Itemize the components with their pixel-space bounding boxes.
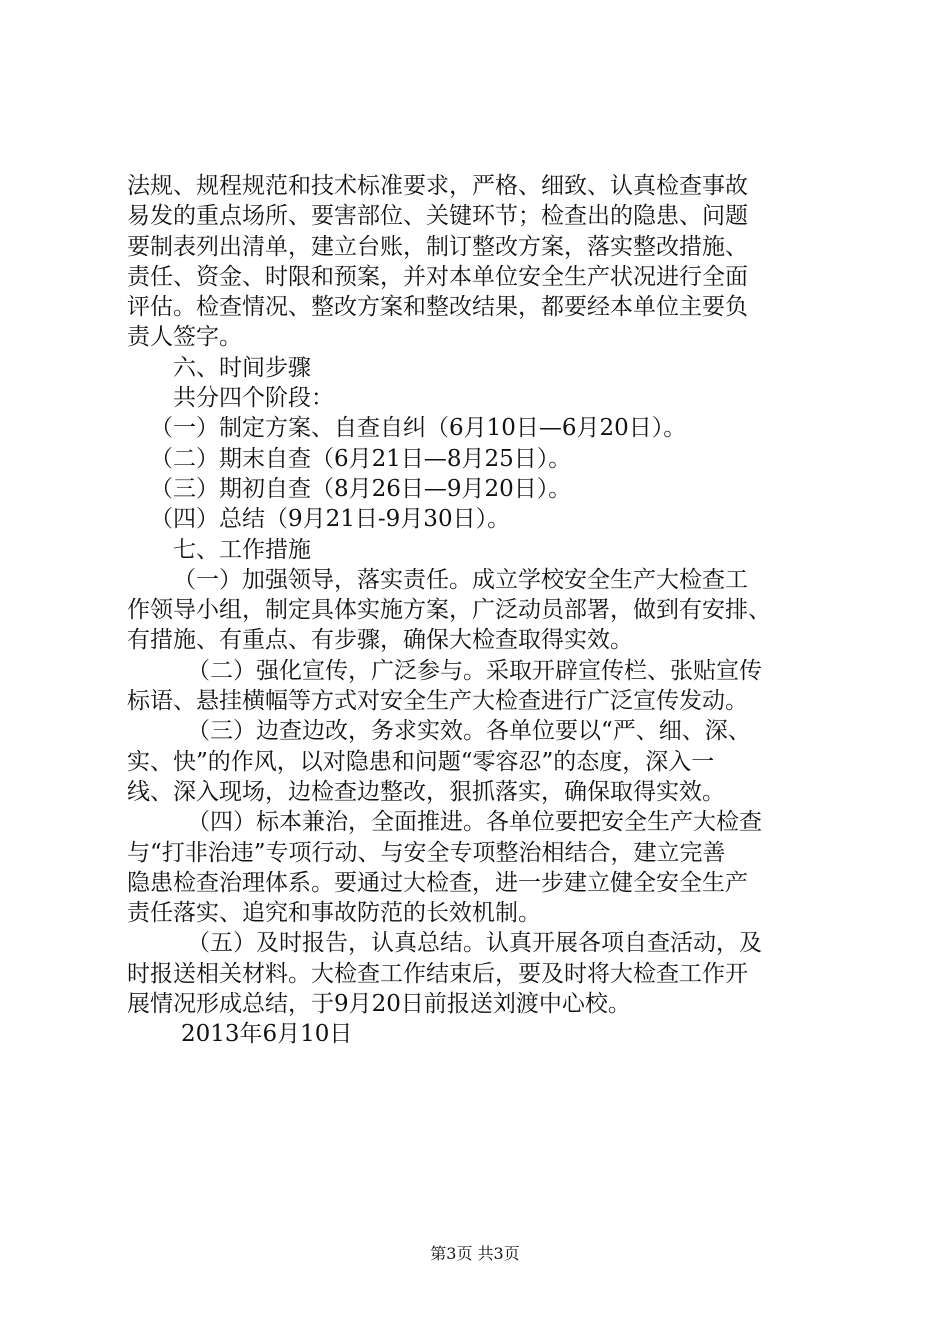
text-line: 与“打非治违”专项行动、与安全专项整治相结合，建立完善 [127, 839, 726, 866]
text-line: 责任落实、追究和事故防范的长效机制。 [127, 900, 541, 927]
text-line: 线、深入现场，边检查边整改，狠抓落实，确保取得实效。 [127, 778, 725, 805]
text-line: 共分四个阶段： [173, 385, 334, 412]
text-line: （五）及时报告，认真总结。认真开展各项自查活动，及 [187, 930, 762, 957]
schedule-item: （二）期末自查（6月21日—8月25日）。 [150, 445, 572, 472]
text-line: 要制表列出清单，建立台账，制订整改方案，落实整改措施、 [127, 233, 748, 260]
text-line: 法规、规程规范和技术标准要求，严格、细致、认真检查事故 [127, 173, 748, 199]
section-heading-schedule: 六、时间步骤 [173, 354, 311, 381]
text-line: 实、快”的作风，以对隐患和问题“零容忍”的态度，深入一 [127, 748, 715, 775]
section-heading-measures: 七、工作措施 [173, 536, 311, 563]
text-line: 有措施、有重点、有步骤，确保大检查取得实效。 [127, 627, 633, 654]
text-line: （三）边查边改，务求实效。各单位要以“严、细、深、 [187, 718, 751, 745]
document-body [127, 171, 837, 1050]
text-line: 责任、资金、时限和预案，并对本单位安全生产状况进行全面 [127, 263, 748, 290]
text-line: 隐患检查治理体系。要通过大检查，进一步建立健全安全生产 [127, 869, 748, 896]
text-line: 作领导小组，制定具体实施方案，广泛动员部署，做到有安排、 [127, 597, 771, 624]
text-line: 易发的重点场所、要害部位、关键环节；检查出的隐患、问题 [127, 203, 748, 230]
page-footer: 第3页 共3页 [430, 1244, 520, 1263]
text-line: （二）强化宣传，广泛参与。采取开辟宣传栏、张贴宣传 [187, 657, 762, 684]
text-line: （一）加强领导，落实责任。成立学校安全生产大检查工 [173, 566, 748, 593]
document-date: 2013年6月10日 [181, 1021, 353, 1048]
text-line: 责人签字。 [127, 324, 242, 351]
text-line: 评估。检查情况、整改方案和整改结果，都要经本单位主要负 [127, 294, 748, 321]
schedule-item: （一）制定方案、自查自纠（6月10日—6月20日）。 [150, 415, 687, 442]
text-line: 标语、悬挂横幅等方式对安全生产大检查进行广泛宣传发动。 [127, 688, 748, 715]
schedule-item: （三）期初自查（8月26日—9月20日）。 [150, 475, 572, 502]
text-line: 时报送相关材料。大检查工作结束后，要及时将大检查工作开 [127, 960, 748, 987]
schedule-item: （四）总结（9月21日-9月30日）。 [150, 506, 511, 533]
text-line: 展情况形成总结，于9月20日前报送刘渡中心校。 [127, 991, 631, 1018]
text-line: （四）标本兼治，全面推进。各单位要把安全生产大检查 [187, 809, 762, 836]
